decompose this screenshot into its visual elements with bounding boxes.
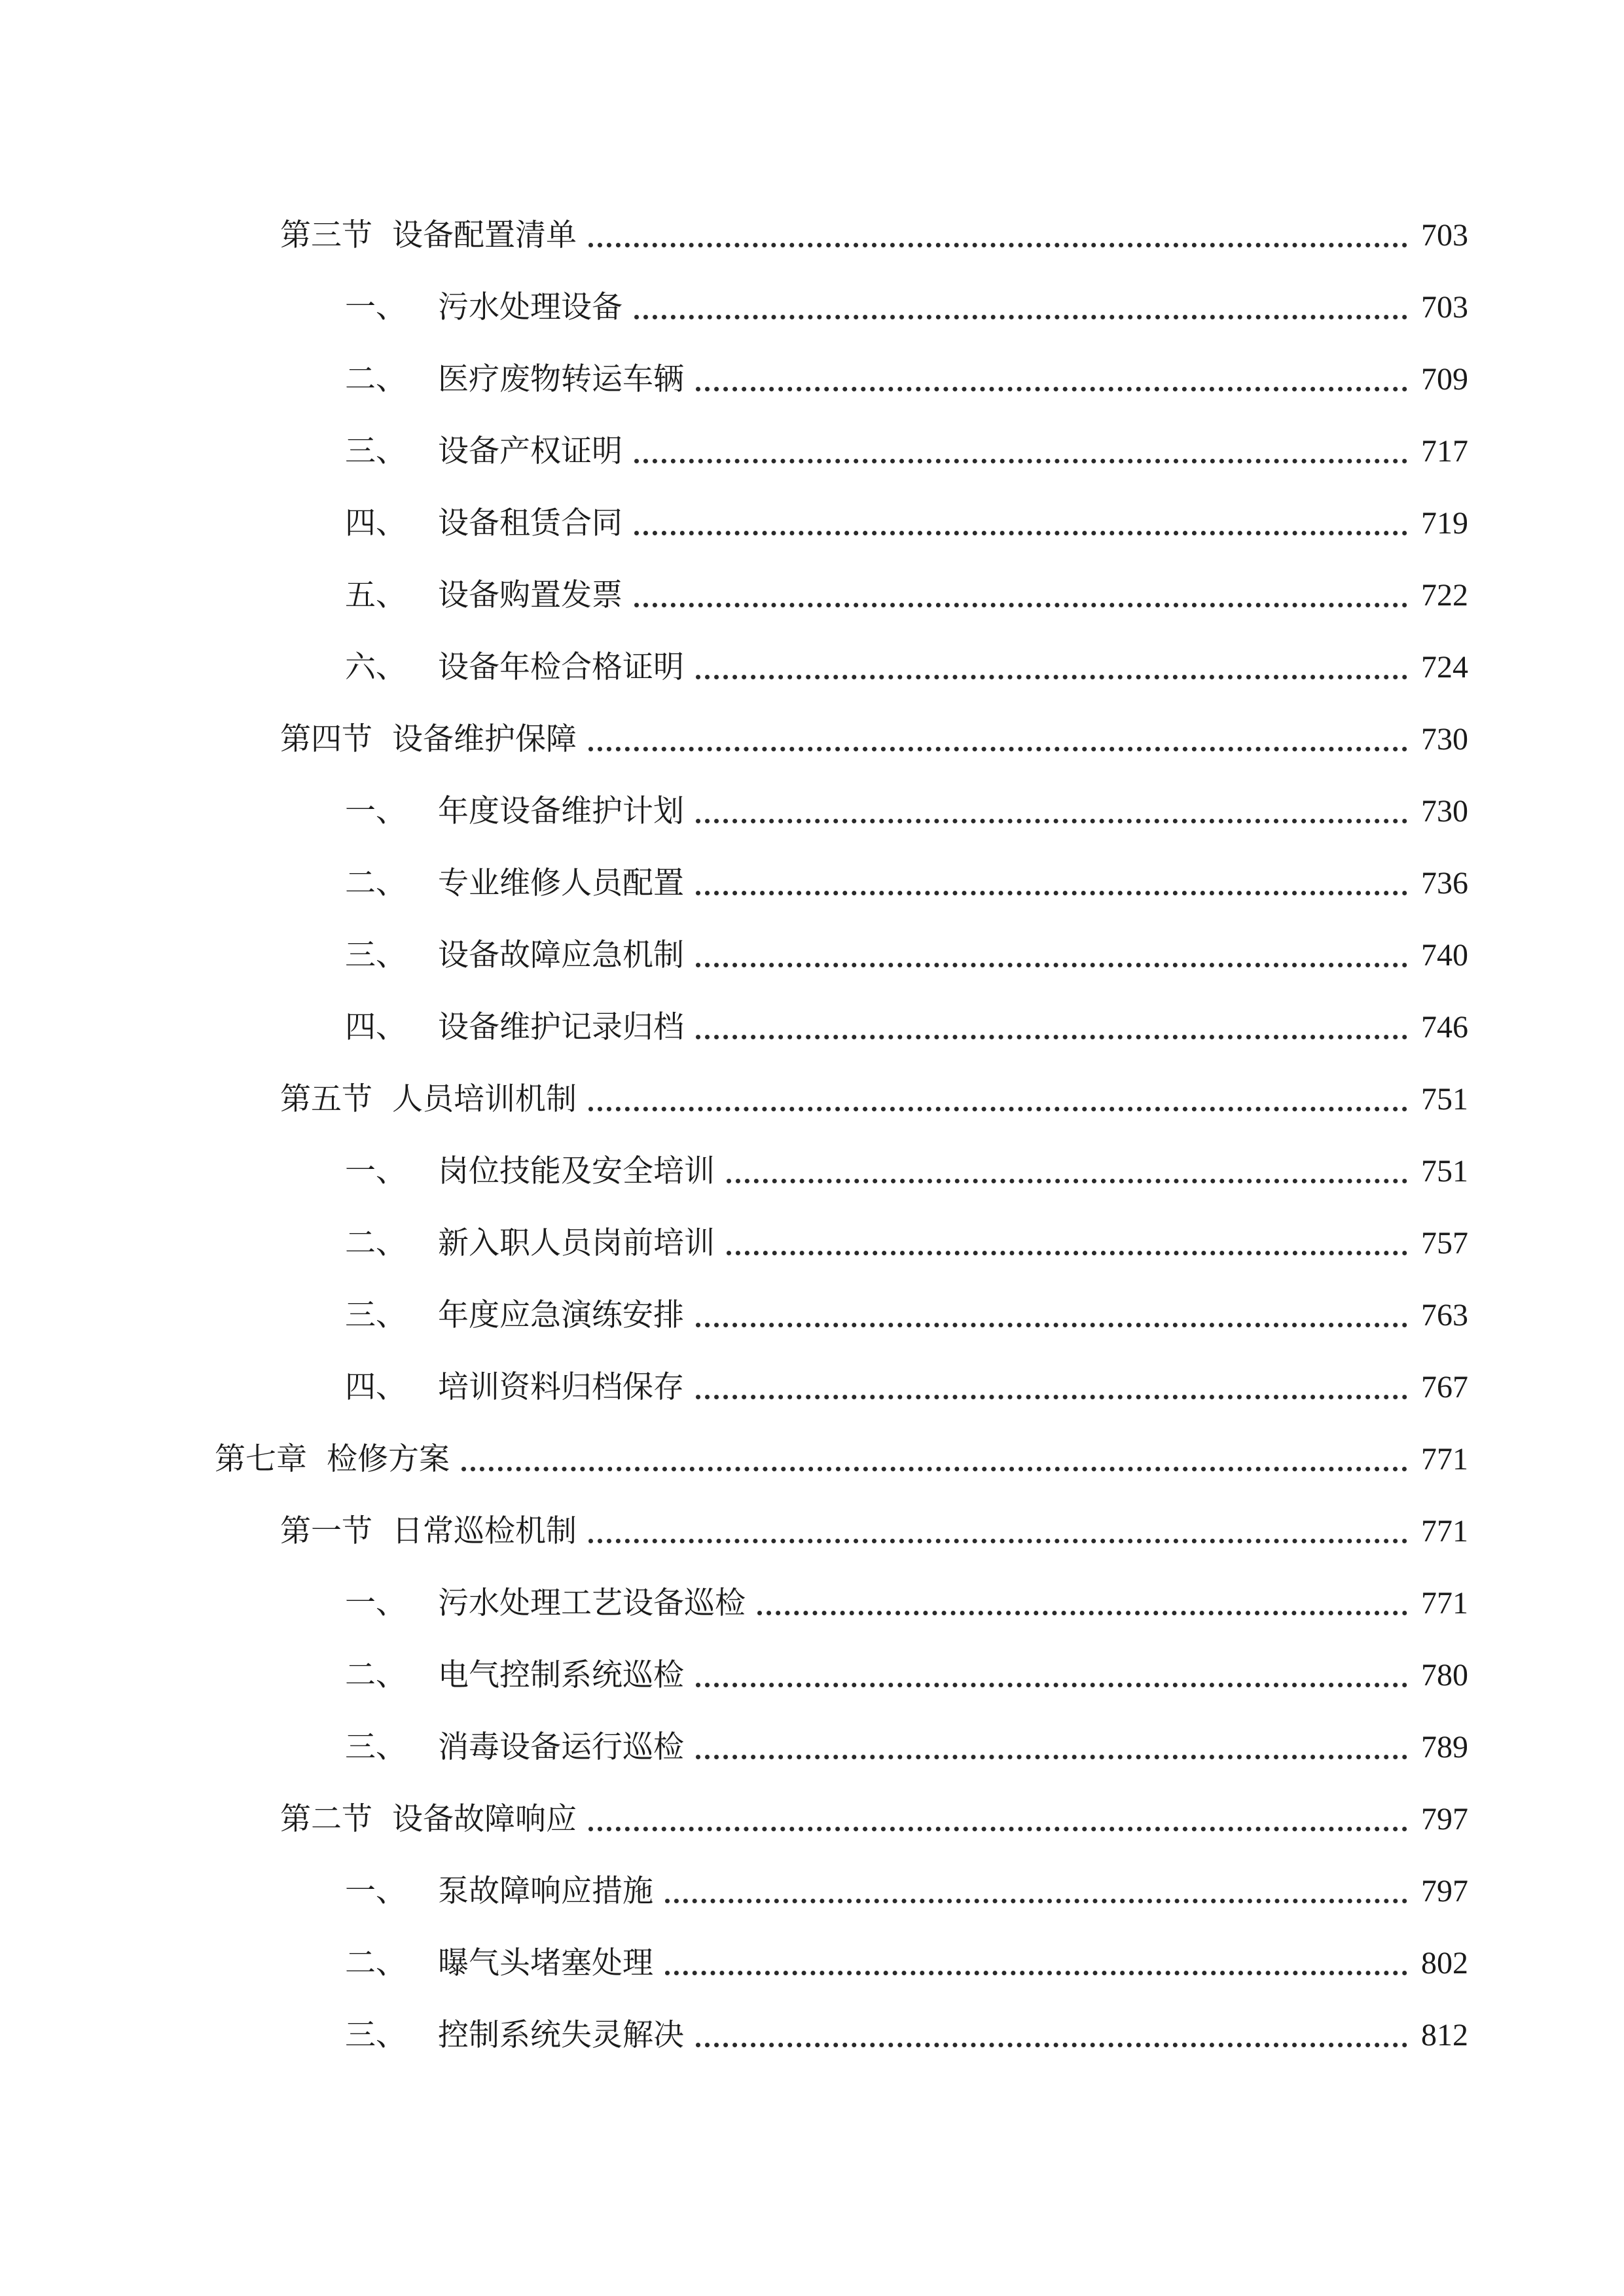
toc-entry-title: 污水处理工艺设备巡检 <box>438 1585 746 1621</box>
toc-page-number: 730 <box>1421 722 1468 757</box>
toc-entry[interactable] <box>345 988 1468 1047</box>
toc-dot-leader <box>665 1899 1407 1903</box>
toc-entry-title: 医疗废物转运车辆 <box>438 361 684 397</box>
toc-entry-title: 曝气头堵塞处理 <box>438 1945 653 1981</box>
toc-entry-number: 第三节 <box>280 217 372 253</box>
toc-entry-number: 四、 <box>345 1369 406 1405</box>
toc-dot-leader <box>588 747 1407 751</box>
toc-entry-title: 设备故障应急机制 <box>438 937 684 973</box>
toc-entry[interactable] <box>345 1996 1468 2055</box>
toc-entry[interactable] <box>345 412 1468 471</box>
toc-entry-number: 五、 <box>345 577 406 613</box>
toc-page-number: 771 <box>1421 1442 1468 1477</box>
toc-dot-leader <box>588 1539 1407 1543</box>
toc-entry[interactable] <box>280 700 1468 759</box>
toc-entry-title: 年度应急演练安排 <box>438 1297 684 1333</box>
toc-entry-number: 二、 <box>345 865 406 901</box>
toc-entry-title: 污水处理设备 <box>438 289 623 325</box>
toc-dot-leader <box>696 1395 1407 1399</box>
toc-entry[interactable] <box>345 1564 1468 1623</box>
toc-page-number: 703 <box>1421 290 1468 325</box>
toc-page-number: 746 <box>1421 1010 1468 1045</box>
toc-entry-number: 三、 <box>345 1297 406 1333</box>
toc-entry-number: 一、 <box>345 793 406 829</box>
toc-entry[interactable] <box>345 1132 1468 1191</box>
toc-entry-number: 三、 <box>345 937 406 973</box>
toc-entry-title: 年度设备维护计划 <box>438 793 684 829</box>
toc-entry[interactable] <box>345 484 1468 543</box>
toc-entry[interactable] <box>345 268 1468 327</box>
toc-entry-number: 六、 <box>345 649 406 685</box>
toc-entry[interactable] <box>345 1852 1468 1911</box>
toc-page-number: 789 <box>1421 1730 1468 1765</box>
toc-entry-title: 设备购置发票 <box>438 577 623 613</box>
toc-dot-leader <box>696 819 1407 823</box>
toc-entry-title: 消毒设备运行巡检 <box>438 1729 684 1765</box>
toc-entry-title: 培训资料归档保存 <box>438 1369 684 1405</box>
toc-entry-number: 四、 <box>345 1009 406 1045</box>
toc-page-number: 771 <box>1421 1514 1468 1549</box>
toc-entry[interactable] <box>345 1708 1468 1767</box>
toc-entry-number: 第五节 <box>280 1081 372 1117</box>
toc-page-number: 724 <box>1421 650 1468 685</box>
toc-entry-number: 一、 <box>345 1585 406 1621</box>
toc-entry[interactable] <box>345 844 1468 903</box>
toc-entry-title: 岗位技能及安全培训 <box>438 1153 715 1189</box>
toc-entry[interactable] <box>280 1492 1468 1551</box>
toc-page-number: 740 <box>1421 938 1468 973</box>
toc-entry-title: 设备维护保障 <box>392 721 577 757</box>
toc-dot-leader <box>696 963 1407 967</box>
toc-page-number: 717 <box>1421 434 1468 469</box>
toc-entry[interactable] <box>280 196 1468 255</box>
toc-entry[interactable] <box>345 1636 1468 1695</box>
toc-entry[interactable] <box>345 556 1468 615</box>
toc-page-number: 767 <box>1421 1370 1468 1405</box>
toc-entry[interactable] <box>280 1780 1468 1839</box>
toc-dot-leader <box>696 1755 1407 1759</box>
toc-entry-number: 三、 <box>345 2017 406 2053</box>
toc-entry-title: 检修方案 <box>327 1441 450 1477</box>
toc-dot-leader <box>696 1323 1407 1327</box>
toc-entry-number: 第二节 <box>280 1801 372 1837</box>
toc-entry-number: 一、 <box>345 1873 406 1909</box>
toc-entry-number: 二、 <box>345 1225 406 1261</box>
toc-dot-leader <box>696 2043 1407 2047</box>
toc-page-number: 780 <box>1421 1658 1468 1693</box>
toc-page-number: 751 <box>1421 1154 1468 1189</box>
toc-dot-leader <box>461 1467 1407 1471</box>
toc-page-number: 736 <box>1421 866 1468 901</box>
toc-entry-number: 第七章 <box>215 1441 307 1477</box>
toc-entry-number: 一、 <box>345 1153 406 1189</box>
toc-entry-title: 控制系统失灵解决 <box>438 2017 684 2053</box>
toc-entry-title: 泵故障响应措施 <box>438 1873 653 1909</box>
toc-entry-number: 三、 <box>345 433 406 469</box>
toc-page-number: 771 <box>1421 1586 1468 1621</box>
toc-entry-title: 设备故障响应 <box>392 1801 577 1837</box>
toc-entry[interactable] <box>345 1348 1468 1407</box>
toc-entry[interactable] <box>345 628 1468 687</box>
toc-entry-title: 新入职人员岗前培训 <box>438 1225 715 1261</box>
toc-entry-title: 设备产权证明 <box>438 433 623 469</box>
toc-page-number: 751 <box>1421 1082 1468 1117</box>
toc-dot-leader <box>696 1035 1407 1039</box>
toc-entry-title: 设备配置清单 <box>392 217 577 253</box>
toc-entry-number: 第一节 <box>280 1513 372 1549</box>
toc-page-number: 709 <box>1421 362 1468 397</box>
toc-entry-title: 人员培训机制 <box>392 1081 577 1117</box>
toc-entry-number: 二、 <box>345 1945 406 1981</box>
toc-dot-leader <box>634 315 1407 319</box>
toc-entry[interactable] <box>280 1060 1468 1119</box>
toc-entry[interactable] <box>345 1276 1468 1335</box>
toc-dot-leader <box>588 243 1407 247</box>
toc-page-number: 730 <box>1421 794 1468 829</box>
toc-entry-title: 设备维护记录归档 <box>438 1009 684 1045</box>
toc-entry-title: 日常巡检机制 <box>392 1513 577 1549</box>
toc-page-number: 757 <box>1421 1226 1468 1261</box>
toc-page-number: 797 <box>1421 1874 1468 1909</box>
toc-entry-title: 设备年检合格证明 <box>438 649 684 685</box>
toc-entry[interactable] <box>345 340 1468 399</box>
toc-entry-title: 电气控制系统巡检 <box>438 1657 684 1693</box>
toc-dot-leader <box>634 603 1407 607</box>
toc-page-number: 797 <box>1421 1802 1468 1837</box>
toc-entry-title: 专业维修人员配置 <box>438 865 684 901</box>
toc-page-number: 763 <box>1421 1298 1468 1333</box>
toc-dot-leader <box>696 675 1407 679</box>
toc-dot-leader <box>588 1827 1407 1831</box>
toc-page-number: 812 <box>1421 2018 1468 2053</box>
toc-dot-leader <box>727 1251 1407 1255</box>
toc-entry[interactable] <box>215 1420 1468 1479</box>
toc-page-number: 703 <box>1421 218 1468 253</box>
toc-entry-number: 三、 <box>345 1729 406 1765</box>
toc-page-number: 722 <box>1421 578 1468 613</box>
toc-dot-leader <box>727 1179 1407 1183</box>
toc-entry-number: 一、 <box>345 289 406 325</box>
toc-dot-leader <box>757 1611 1407 1615</box>
toc-entry-number: 第四节 <box>280 721 372 757</box>
toc-dot-leader <box>634 459 1407 463</box>
toc-dot-leader <box>588 1107 1407 1111</box>
toc-dot-leader <box>634 531 1407 535</box>
toc-entry[interactable] <box>345 1204 1468 1263</box>
toc-dot-leader <box>696 891 1407 895</box>
toc-entry-number: 四、 <box>345 505 406 541</box>
toc-entry-number: 二、 <box>345 361 406 397</box>
toc-entry[interactable] <box>345 772 1468 831</box>
toc-entry-number: 二、 <box>345 1657 406 1693</box>
toc-dot-leader <box>665 1971 1407 1975</box>
toc-page-number: 802 <box>1421 1946 1468 1981</box>
toc-entry[interactable] <box>345 1924 1468 1983</box>
toc-entry[interactable] <box>345 916 1468 975</box>
toc-entry-title: 设备租赁合同 <box>438 505 623 541</box>
toc-dot-leader <box>696 387 1407 391</box>
toc-dot-leader <box>696 1683 1407 1687</box>
toc-page-number: 719 <box>1421 506 1468 541</box>
